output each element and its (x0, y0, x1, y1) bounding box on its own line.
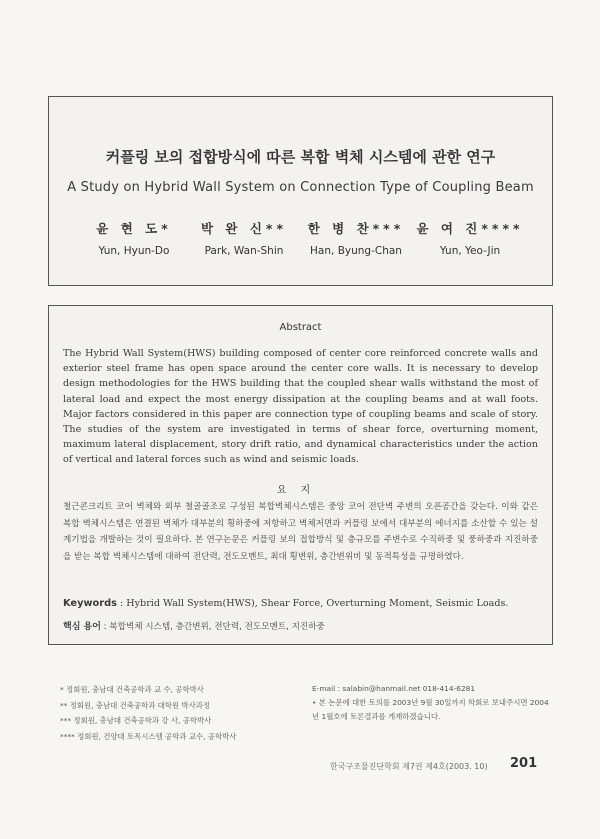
author-2-name-kr: 박 완 신** (200, 221, 287, 236)
author-2-name-en: Park, Wan-Shin (204, 245, 284, 257)
author-1-name-kr: 윤 현 도* (96, 221, 172, 236)
korean-summary-heading: 요지 (276, 485, 325, 496)
author-4 (415, 219, 525, 257)
keywords-line (63, 598, 542, 609)
abstract-text: The Hybrid Wall System(HWS) building composed of center core reinforced concrete walls and exterior steel frame has open space around the center core walls. It is necessary to develop design methodologies for the HWS building that the coupled shear walls withstand the most of lateral load and expect the most energy dissipation at the coupling beams and at wall foots. Major factors considered in this paper are connection type of coupling beams and scale of story. The studies of the system are investigated in terms of shear force, overturning moment, maximum lateral displacement, story drift ratio, and dynamical characteristics under the action of vertical and lateral forces such as wind and seismic loads. (63, 348, 538, 466)
author-3-name-kr: 한 병 찬*** (307, 221, 405, 236)
contact-email: E-mail : salabin@hanmail.net 018-414-6281 (312, 684, 476, 693)
abstract-heading: Abstract (279, 322, 322, 333)
author-1-name-en: Yun, Hyun-Do (98, 245, 170, 257)
keywords-label: Keywords (63, 598, 117, 609)
title-box (48, 96, 553, 286)
author-1 (79, 219, 189, 257)
korean-summary-text: 철근콘크리트 코어 벽체와 외부 철골골조로 구성된 복합벽체시스템은 중앙 코어 전단벽 주변의 오픈공간을 갖는다. 이와 같은 복합 벽체시스템은 연결된 벽체가 대부분의 횡하중에 저항하고 벽체저면과 커플링 보에서 대부분의 에너지를 소산할 수 있는 설계기법을 개발하는 것이 필요하다. 본 연구논문은 커플링 보의 접합방식 및 층규모를 주변수로 수직하중 및 풍하중과 지진하중을 받는 복합 벽체시스템에 대하여 전단력, 전도모멘트, 최대 횡변위, 층간변위비 및 동적특성을 규명하였다. (63, 502, 538, 562)
keywords-value: : Hybrid Wall System(HWS), Shear Force, Overturning Moment, Seismic Loads. (119, 598, 509, 609)
author-footnotes (60, 682, 290, 744)
author-2 (189, 219, 299, 257)
author-3 (301, 219, 411, 257)
keywords-korean-value: : 복합벽체 시스템, 층간변위, 전단력, 전도모멘트, 지진하중 (103, 622, 325, 632)
paper-title-korean: 커플링 보의 접합방식에 따른 복합 벽체 시스템에 관한 연구 (105, 148, 496, 166)
footnote-2: ** 정회원, 충남대 건축공학과 대학원 박사과정 (60, 700, 210, 710)
paper-title-english: A Study on Hybrid Wall System on Connection Type of Coupling Beam (67, 180, 534, 195)
keywords-korean-line (63, 619, 542, 632)
page-number: 201 (510, 756, 538, 771)
footnote-3: *** 정회원, 충남대 건축공학과 강 사, 공학박사 (60, 716, 212, 725)
abstract-box (48, 305, 553, 645)
footnote-1: * 정회원, 충남대 건축공학과 교 수, 공학박사 (60, 685, 204, 694)
discussion-note: • 본 논문에 대한 토의를 2003년 9월 30일까지 학회로 보내주시면 2004년 1월호에 토론결과를 게재하겠습니다. (312, 698, 549, 721)
author-4-name-en: Yun, Yeo-Jin (439, 245, 501, 257)
author-4-name-kr: 윤 여 진**** (416, 221, 524, 236)
contact-info (312, 682, 552, 724)
author-3-name-en: Han, Byung-Chan (310, 245, 402, 257)
footnote-4: **** 정회원, 건양대 토목시스템 공학과 교수, 공학박사 (60, 731, 237, 741)
keywords-korean-label: 핵심 용어 (63, 622, 101, 632)
journal-citation: 한국구조물진단학회 제7권 제4호(2003. 10) (330, 762, 488, 771)
